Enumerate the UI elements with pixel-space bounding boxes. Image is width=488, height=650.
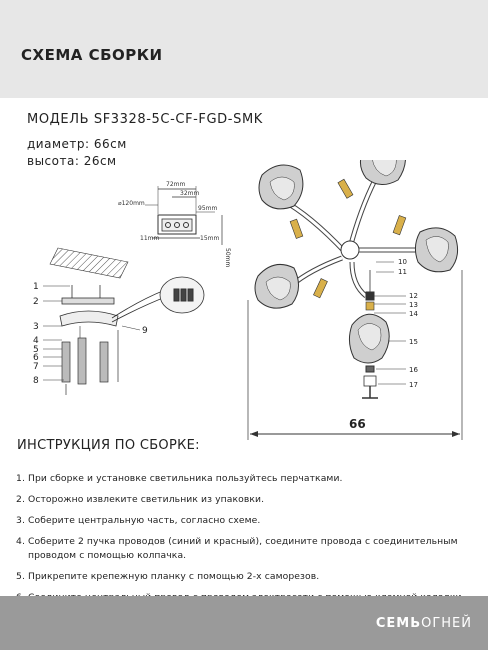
callout-2: 2 [33,297,39,307]
instructions-list [16,472,465,612]
instruction-step-2: 2. Осторожно извлеките светильник из упаковки. [16,494,265,505]
callout-3: 3 [33,322,39,332]
instruction-step-3: 3. Соберите центральную часть, согласно схеме. [16,515,261,526]
callout-14: 14 [409,310,418,318]
ceiling-hatch [50,248,128,278]
callout-1: 1 [33,282,39,292]
instructions-title: ИНСТРУКЦИЯ ПО СБОРКЕ: [17,438,200,453]
dim-120: ⌀120mm [118,200,145,207]
footer-band [0,596,488,650]
header-band [0,0,488,98]
chandelier-drawing [255,160,458,398]
callout-11: 11 [398,268,407,276]
callout-17: 17 [409,381,418,389]
brand-bold: СЕМЬ [375,616,422,631]
assembly-diagram [0,160,488,445]
brand-logo [376,616,472,631]
dim-50: 50mm [224,248,231,268]
mounting-parts [60,277,204,395]
dim-11: 11mm [140,235,160,242]
callout-7: 7 [33,362,39,372]
callout-6: 6 [33,353,39,363]
callout-8: 8 [33,376,39,386]
page-title: СХЕМА СБОРКИ [21,46,163,64]
dim-15: 15mm [200,235,220,242]
callout-5: 5 [33,345,39,355]
instruction-step-5: 5. Прикрепите крепежную планку с помощью 2-х саморезов. [16,571,320,582]
callout-4: 4 [33,336,39,346]
callout-15: 15 [409,338,418,346]
callout-16: 16 [409,366,418,374]
instruction-step-4: 4. Соберите 2 пучка проводов (синий и красный), соедините провода с соединительным [16,536,458,547]
dim-72: 72mm [166,181,186,188]
height-spec: высота: 26см [27,154,117,168]
callout-10: 10 [398,258,407,266]
instruction-step-1: 1. При сборке и установке светильника пользуйтесь перчатками. [16,473,343,484]
callout-13: 13 [409,301,418,309]
dim-95: 95mm [198,205,218,212]
canopy-dimension-drawing [118,181,231,267]
dim-32: 32mm [180,190,200,197]
callout-9: 9 [142,326,148,336]
model-name: МОДЕЛЬ SF3328-5C-CF-FGD-SMK [27,112,263,127]
brand-light: ОГНЕЙ [421,616,472,631]
width-value: 66 [349,417,366,431]
callout-12: 12 [409,292,418,300]
instruction-step-4-continued: проводом с помощью колпачка. [28,550,187,561]
diameter-spec: диаметр: 66см [27,137,127,151]
